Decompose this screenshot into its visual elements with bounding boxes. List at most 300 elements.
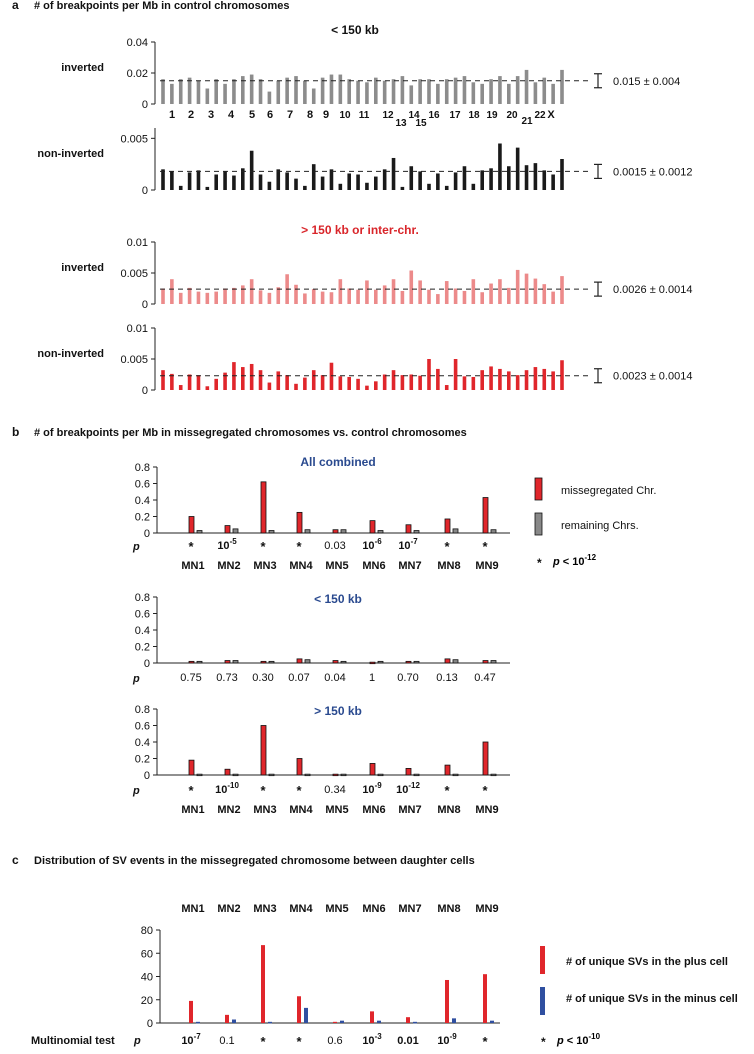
chromosome-label: 21 [521,116,533,127]
bar [383,81,387,104]
bar [214,379,218,390]
y-tick-label: 0.6 [134,608,150,621]
bar-remaining [414,774,419,776]
bar-plus-cell [189,1001,193,1023]
bar [356,81,360,104]
bar [303,186,307,190]
bar [534,279,538,304]
chromosome-label: 1 [168,109,176,121]
bar [418,79,422,104]
bar [516,76,520,104]
panel-b-chart-3 [132,704,510,816]
bar-remaining [341,530,346,533]
mean-annotation: 0.0023 ± 0.0014 [613,370,693,383]
panel-b-chart-2 [132,592,510,685]
category-label: MN2 [217,804,241,816]
p-value [444,539,450,554]
bar [480,292,484,304]
bar [161,289,165,305]
bar-plus-cell [445,980,449,1023]
p-value [288,672,309,684]
chromosome-label: 9 [322,109,330,121]
bar [214,292,218,304]
bar [330,75,334,104]
bar [206,386,210,390]
bar-missegregated [406,525,411,533]
category-label: MN5 [325,903,349,915]
bar [418,280,422,304]
bar [347,79,351,104]
p-value-base: * [482,1034,488,1049]
bar [507,166,511,190]
p-value-base: * [444,783,450,798]
chromosome-label: 15 [415,118,427,129]
p-value-base: 0.30 [252,672,274,684]
panel-b-legend [535,478,656,570]
bar [392,370,396,390]
bar [285,375,289,390]
bar [250,279,254,304]
p-value-exp: -7 [193,1032,201,1041]
bar-plus-cell [333,1022,337,1023]
bar [206,89,210,105]
panel-a-row-2 [37,128,692,197]
bar [374,177,378,190]
bar-missegregated [406,661,411,663]
bar [409,271,413,304]
y-tick-label: 0.4 [134,737,150,749]
bar [418,171,422,190]
panel-b-letter: b [12,425,20,439]
bar [401,375,405,390]
p-value [324,540,345,552]
bar-plus-cell [297,996,301,1023]
y-tick-label: 0.2 [134,753,150,766]
mean-annotation: 0.015 ± 0.004 [613,75,681,88]
bar [197,170,201,190]
bar [445,281,449,304]
chromosome-label: 11 [358,110,370,121]
bar [427,290,431,304]
chromosome-label: 4 [227,109,235,121]
bar-minus-cell [377,1021,381,1023]
bar [339,376,343,390]
bar-remaining [233,774,238,776]
bar [560,276,564,304]
bar-minus-cell [413,1022,417,1024]
bar [436,294,440,304]
y-tick-label: 40 [140,971,153,984]
bar-missegregated [370,521,375,533]
category-label: MN4 [289,903,313,915]
bar [551,292,555,304]
y-tick-label: 60 [140,948,153,961]
bar-missegregated [189,661,194,663]
bar [356,379,360,390]
bar [303,378,307,390]
bar [383,285,387,304]
bar [383,375,387,391]
bar-missegregated [225,526,230,533]
chromosome-label: 5 [248,109,256,121]
p-label: p [133,673,140,685]
bar [525,274,529,304]
bar [294,285,298,304]
bar-missegregated [297,512,302,533]
y-tick-label: 0 [143,770,150,782]
bar [347,377,351,390]
row-label: inverted [61,62,104,74]
p-value-base: 0.47 [474,672,496,684]
bar [206,187,210,190]
p-value-base: 0.6 [327,1035,343,1047]
bar [472,279,476,304]
category-label: MN5 [325,560,349,572]
bar [551,371,555,390]
p-value [215,781,239,796]
p-value-base: 10 [437,1035,450,1047]
star-note-lt: < 10 [562,556,585,568]
bar [356,290,360,304]
p-value [296,783,302,798]
bar [214,175,218,191]
y-tick-label: 0 [143,528,150,540]
chromosome-label: 6 [266,109,274,121]
bar-missegregated [333,661,338,663]
bar [179,186,183,190]
bar [179,385,183,390]
p-value-base: * [296,783,302,798]
category-label: MN5 [325,804,349,816]
bar [507,288,511,304]
bar [463,291,467,304]
p-value [362,1032,382,1047]
bar [223,84,227,104]
bar-remaining [453,529,458,533]
bar-missegregated [261,661,266,663]
bar-plus-cell [370,1011,374,1023]
bar-remaining [269,774,274,776]
p-value [327,1035,342,1047]
bar [365,183,369,190]
p-value [369,672,375,684]
p-value-base: * [188,783,194,798]
legend-swatch-plus [540,946,545,974]
bar [232,288,236,304]
legend-label-missegregated: missegregated Chr. [561,485,657,497]
bar [516,270,520,304]
category-label: MN6 [362,804,386,816]
y-tick-label: 0 [143,658,150,670]
bar [463,166,467,190]
bar [321,78,325,104]
bar [161,370,165,390]
bar [303,81,307,104]
bar [188,288,192,304]
category-label: MN3 [253,560,277,572]
bar-minus-cell [196,1022,200,1024]
p-value [324,784,345,796]
bar-remaining [453,660,458,663]
p-value-base: 0.07 [288,672,310,684]
chromosome-label: 3 [207,109,215,121]
bar [339,184,343,190]
bar-missegregated [297,759,302,776]
panel-a-title: # of breakpoints per Mb in control chromosomes [34,0,290,12]
panel-b-chart-1 [132,455,510,572]
star-note-symbol: * [537,556,542,570]
bar [445,385,449,390]
p-value-exp: -9 [449,1032,457,1041]
bar [268,182,272,190]
bar-remaining [341,774,346,776]
bar [285,78,289,104]
bar [472,82,476,104]
chromosome-label: 2 [187,109,195,121]
bar-remaining [378,661,383,663]
bar-missegregated [483,498,488,533]
bar [312,370,316,390]
bar [507,84,511,104]
panel-c-title: Distribution of SV events in the missegregated chromosome between daughter cells [34,855,475,867]
bar-missegregated [261,482,266,533]
bar [374,290,378,304]
bar [312,289,316,304]
bar-minus-cell [452,1018,456,1023]
bar [365,82,369,104]
bar [436,173,440,190]
chromosome-label: 12 [382,110,394,121]
bar [197,292,201,304]
bar [259,290,263,304]
bar [463,76,467,104]
bar [542,170,546,190]
bar [472,184,476,190]
bar [170,84,174,104]
bar [303,293,307,304]
bar-minus-cell [340,1021,344,1023]
bar-missegregated [483,661,488,663]
p-value-exp: -9 [374,781,382,790]
p-value [296,539,302,554]
bar-remaining [491,530,496,533]
bar-remaining [378,531,383,533]
bar-plus-cell [225,1015,229,1023]
p-value-base: 10 [362,540,375,552]
bar [507,371,511,390]
bar [347,289,351,305]
bar-remaining [341,661,346,663]
legend-label-remaining: remaining Chrs. [561,520,639,532]
p-value [397,1035,418,1047]
panel-b [12,425,656,816]
bar [427,359,431,390]
bar [321,375,325,390]
p-value [252,672,273,684]
p-value-base: 0.03 [324,540,346,552]
bar-minus-cell [232,1020,236,1023]
bar [498,76,502,104]
bar [321,292,325,304]
bar-remaining [305,530,310,533]
bar [445,79,449,104]
y-tick-label: 0.005 [120,268,148,280]
bar [498,144,502,191]
chromosome-label: 10 [339,110,351,121]
category-label: MN2 [217,903,241,915]
bar-missegregated [445,765,450,775]
bar-remaining [233,529,238,533]
y-tick-label: 0.04 [126,37,148,49]
bar-remaining [269,531,274,533]
star-note-exp: -10 [588,1032,601,1041]
p-value [324,672,345,684]
category-label: MN8 [437,903,461,915]
bar-missegregated [370,763,375,775]
bar [409,166,413,190]
bar-missegregated [333,774,338,776]
bar-remaining [197,661,202,663]
category-label: MN7 [398,804,422,816]
star-note-lt: < 10 [566,1035,589,1047]
y-tick-label: 0.01 [126,237,148,249]
bar [241,367,245,390]
p-value-base: 0.70 [397,672,419,684]
p-value-base: 0.34 [324,784,346,796]
legend-swatch-minus [540,987,545,1015]
bar [241,285,245,304]
bar [480,170,484,190]
bar [383,169,387,190]
bar [170,374,174,390]
panel-a-group-title-gt150: > 150 kb or inter-chr. [301,223,419,237]
p-value [181,1032,201,1047]
chromosome-label: 17 [449,110,461,121]
bar [356,175,360,191]
bar [374,381,378,390]
bar [188,375,192,391]
bar-minus-cell [490,1021,494,1023]
mean-annotation: 0.0026 ± 0.0014 [613,284,693,297]
panel-a-group-title-lt150: < 150 kb [331,23,379,37]
star-note-p: p [557,1035,567,1047]
p-value-base: * [296,539,302,554]
test-label: Multinomial test [31,1035,115,1047]
p-value-base: * [188,539,194,554]
bar-missegregated [225,661,230,663]
bar [197,81,201,104]
bar [330,292,334,304]
y-tick-label: 0.4 [134,625,150,637]
p-value-base: 0.73 [216,672,238,684]
bar [223,289,227,305]
panel-a-letter: a [12,0,19,12]
p-value [260,783,266,798]
panel-a-row-1 [61,37,680,111]
bar [268,383,272,390]
p-value [296,1034,302,1049]
bar-remaining [414,661,419,663]
bar [285,172,289,190]
bar-remaining [197,531,202,533]
p-value [437,1032,457,1047]
bar [560,70,564,104]
category-label: MN6 [362,903,386,915]
bar [489,79,493,104]
p-value-base: 10 [398,540,411,552]
panel-a-row-4 [37,323,692,397]
panel-c-legend [540,946,738,1049]
bar [339,279,343,304]
bar-missegregated [445,659,450,663]
bar-remaining [414,531,419,533]
bar [276,169,280,190]
bar [463,376,467,390]
bar-remaining [269,661,274,663]
bar-missegregated [225,769,230,775]
p-value-base: 0.75 [180,672,202,684]
bar [232,79,236,104]
p-value [396,781,420,796]
bar [409,85,413,104]
p-value-exp: -3 [374,1032,382,1041]
bar-missegregated [483,742,488,775]
category-label: MN7 [398,903,422,915]
category-label: MN1 [181,903,205,915]
y-tick-label: 0.8 [134,592,150,604]
bar [454,172,458,190]
bar [401,291,405,304]
panel-a-row-3 [61,237,692,311]
y-tick-label: 0.6 [134,720,150,733]
bar [312,164,316,190]
p-value [217,537,237,552]
bar [392,79,396,104]
p-value-base: 10 [396,784,409,796]
y-tick-label: 0.005 [120,354,148,366]
bar [197,375,201,390]
bar-missegregated [333,530,338,533]
chromosome-label: 20 [506,110,518,121]
y-tick-label: 0.2 [134,641,150,654]
bar [427,184,431,190]
y-tick-label: 0.2 [134,511,150,524]
bar [436,369,440,390]
bar [534,163,538,190]
bar [214,79,218,104]
panel-c-letter: c [12,853,19,867]
bar [534,82,538,104]
p-value [362,537,382,552]
category-label: MN1 [181,560,205,572]
bar [516,375,520,390]
bar [418,376,422,390]
category-label: MN8 [437,804,461,816]
y-tick-label: 0.005 [120,133,148,146]
p-value [436,672,457,684]
bar [294,179,298,190]
bar [259,370,263,390]
bar [179,79,183,104]
p-value-base: 0.13 [436,672,458,684]
panel-b-title: # of breakpoints per Mb in missegregated chromosomes vs. control chromosomes [34,427,467,439]
bar-missegregated [189,760,194,775]
bar [374,78,378,104]
y-tick-label: 0 [141,385,148,397]
p-value-base: * [482,783,488,798]
bar [454,359,458,390]
y-tick-label: 80 [140,925,153,937]
